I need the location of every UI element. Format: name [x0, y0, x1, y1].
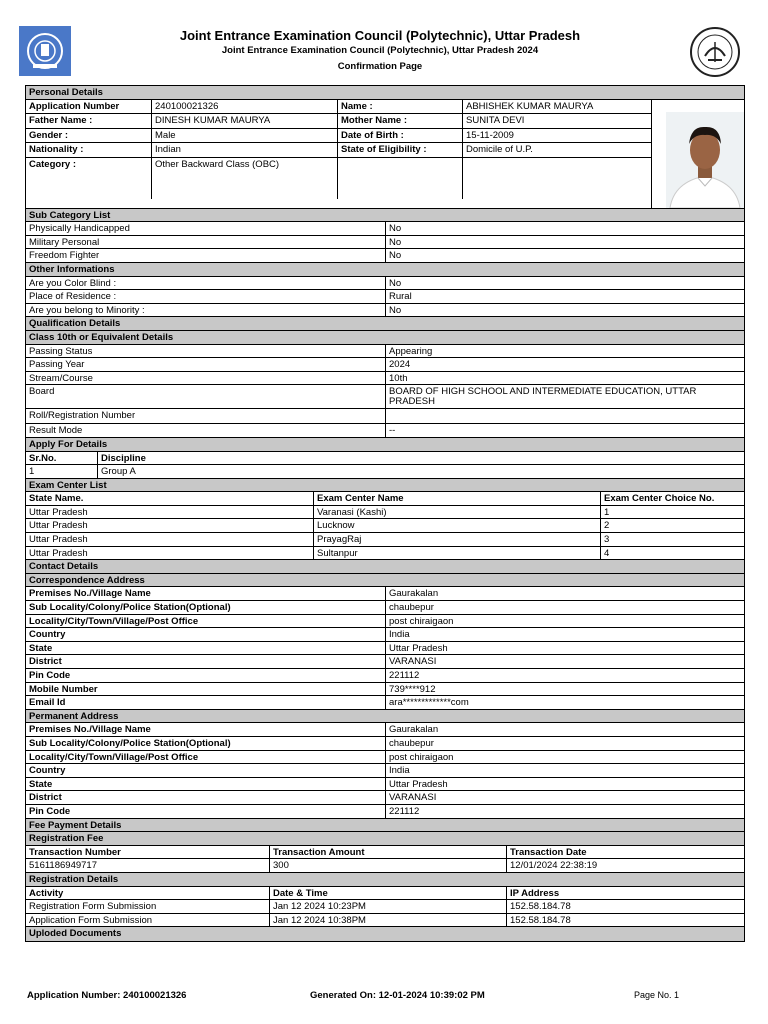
- corr-label: District: [29, 656, 62, 668]
- perm-label: Country: [29, 765, 66, 777]
- other-info-label: Are you belong to Minority :: [29, 304, 145, 316]
- corr-label: Premises No./Village Name: [29, 588, 151, 600]
- father-name-value: DINESH KUMAR MAURYA: [151, 114, 337, 128]
- other-info-label: Place of Residence :: [29, 291, 117, 303]
- transaction-date: 12/01/2024 22:38:19: [506, 859, 744, 872]
- activity-datetime: Jan 12 2024 10:38PM: [269, 914, 506, 927]
- section-correspondence-address: Correspondence Address: [26, 574, 744, 588]
- corr-label: Pin Code: [29, 670, 71, 681]
- dob-value: 15-11-2009: [462, 129, 651, 143]
- passing-status-value: Appearing: [385, 345, 744, 358]
- perm-label: Locality/City/Town/Village/Post Office: [29, 751, 199, 763]
- col-transaction-date: Transaction Date: [506, 846, 744, 859]
- candidate-photo: [666, 112, 744, 208]
- perm-value: post chiraigaon: [385, 751, 744, 764]
- footer-application-number: Application Number: 240100021326: [27, 990, 187, 1001]
- center-state: Uttar Pradesh: [29, 520, 88, 532]
- passing-status-label: Passing Status: [29, 345, 93, 357]
- corr-value: India: [385, 628, 744, 641]
- sub-category-value: No: [385, 236, 744, 249]
- section-personal-details: Personal Details: [26, 86, 744, 100]
- corr-value: 221112: [385, 669, 744, 682]
- section-registration-details: Registration Details: [26, 873, 744, 887]
- col-state-name: State Name.: [29, 493, 84, 505]
- application-number-value: 240100021326: [151, 100, 337, 114]
- result-mode-value: --: [385, 424, 744, 437]
- corr-label: Locality/City/Town/Village/Post Office: [29, 615, 199, 627]
- center-state: Uttar Pradesh: [29, 506, 88, 518]
- perm-value: 221112: [385, 805, 744, 818]
- perm-value: India: [385, 764, 744, 777]
- passing-year-label: Passing Year: [29, 359, 85, 371]
- corr-label: State: [29, 642, 53, 654]
- col-transaction-number: Transaction Number: [29, 846, 121, 858]
- confirmation-table: [25, 85, 745, 942]
- footer-page-number: Page No. 1: [634, 990, 680, 1000]
- corr-label: Email Id: [29, 697, 66, 709]
- table-row: [26, 900, 744, 914]
- other-info-value: Rural: [385, 290, 744, 303]
- center-name: Sultanpur: [313, 547, 600, 560]
- corr-value: post chiraigaon: [385, 615, 744, 628]
- section-class-10th: Class 10th or Equivalent Details: [26, 331, 744, 345]
- corr-label: Country: [29, 629, 66, 641]
- corr-value: Uttar Pradesh: [385, 642, 744, 655]
- sub-category-value: No: [385, 222, 744, 235]
- table-row: [26, 547, 744, 561]
- apply-discipline: Group A: [97, 465, 744, 478]
- center-choice: 3: [600, 533, 744, 546]
- perm-value: VARANASI: [385, 791, 744, 804]
- col-transaction-amount: Transaction Amount: [269, 846, 506, 859]
- board-label: Board: [29, 386, 55, 398]
- name-label: Name :: [337, 100, 462, 114]
- col-discipline: Discipline: [97, 452, 744, 465]
- col-ip-address: IP Address: [506, 887, 744, 900]
- activity-ip: 152.58.184.78: [506, 900, 744, 913]
- section-qualification-details: Qualification Details: [26, 317, 744, 331]
- personal-details-block: [26, 100, 744, 209]
- transaction-amount: 300: [269, 859, 506, 872]
- activity-ip: 152.58.184.78: [506, 914, 744, 927]
- section-apply-for: Apply For Details: [26, 438, 744, 452]
- perm-label: District: [29, 792, 62, 804]
- center-choice: 4: [600, 547, 744, 560]
- col-srno: Sr.No.: [29, 452, 57, 464]
- section-fee-payment: Fee Payment Details: [26, 819, 744, 833]
- center-name: PrayagRaj: [313, 533, 600, 546]
- corr-label: Mobile Number: [29, 683, 98, 695]
- perm-value: chaubepur: [385, 737, 744, 750]
- page-title: Confirmation Page: [337, 61, 423, 72]
- center-state: Uttar Pradesh: [29, 534, 88, 546]
- council-subtitle: Joint Entrance Examination Council (Polytechnic), Uttar Pradesh 2024: [221, 45, 539, 56]
- transaction-number: 5161186949717: [29, 860, 97, 872]
- category-label: Category :: [29, 158, 76, 170]
- stream-value: 10th: [385, 372, 744, 385]
- table-row: [26, 519, 744, 533]
- table-row: [26, 506, 744, 520]
- section-exam-center-list: Exam Center List: [26, 479, 744, 493]
- footer-generated-on: Generated On: 12-01-2024 10:39:02 PM: [310, 990, 485, 1001]
- col-center-choice: Exam Center Choice No.: [600, 492, 744, 505]
- corr-value: Gaurakalan: [385, 587, 744, 600]
- corr-label: Sub Locality/Colony/Police Station(Optional): [29, 602, 231, 614]
- other-info-value: No: [385, 304, 744, 317]
- perm-label: Sub Locality/Colony/Police Station(Optional): [29, 737, 231, 749]
- perm-label: State: [29, 778, 53, 790]
- other-info-label: Are you Color Blind :: [29, 277, 117, 289]
- section-registration-fee: Registration Fee: [26, 832, 744, 846]
- gender-label: Gender :: [29, 129, 69, 141]
- application-number-label: Application Number: [29, 100, 120, 112]
- council-title: Joint Entrance Examination Council (Polytechnic), Uttar Pradesh: [179, 28, 581, 43]
- center-choice: 1: [600, 506, 744, 519]
- apply-srno: 1: [29, 466, 35, 478]
- passing-year-value: 2024: [385, 358, 744, 371]
- corr-value: chaubepur: [385, 601, 744, 614]
- table-row: [26, 914, 744, 928]
- activity: Registration Form Submission: [29, 901, 157, 913]
- up-government-seal-icon: [688, 26, 742, 78]
- roll-number-label: Roll/Registration Number: [29, 410, 136, 422]
- perm-value: Uttar Pradesh: [385, 778, 744, 791]
- sub-category-label: Physically Handicapped: [29, 223, 130, 235]
- state-eligibility-value: Domicile of U.P.: [462, 143, 651, 157]
- sub-category-label: Freedom Fighter: [29, 250, 100, 262]
- perm-label: Pin Code: [29, 805, 71, 817]
- center-name: Lucknow: [313, 519, 600, 532]
- center-name: Varanasi (Kashi): [313, 506, 600, 519]
- corr-value: VARANASI: [385, 655, 744, 668]
- section-uploaded-documents: Uploded Documents: [26, 927, 744, 941]
- center-state: Uttar Pradesh: [29, 547, 88, 559]
- corr-value: ara*************com: [385, 696, 744, 709]
- section-other-informations: Other Informations: [26, 263, 744, 277]
- nationality-value: Indian: [151, 143, 337, 157]
- activity: Application Form Submission: [29, 914, 153, 926]
- dob-label: Date of Birth :: [337, 129, 462, 143]
- page-header: [0, 0, 768, 84]
- perm-value: Gaurakalan: [385, 723, 744, 736]
- perm-label: Premises No./Village Name: [29, 724, 151, 736]
- other-info-value: No: [385, 277, 744, 290]
- category-value: Other Backward Class (OBC): [151, 158, 337, 199]
- stream-label: Stream/Course: [29, 372, 93, 384]
- col-activity: Activity: [29, 887, 64, 899]
- nationality-label: Nationality :: [29, 144, 84, 156]
- mother-name-label: Mother Name :: [337, 114, 462, 128]
- board-value: BOARD OF HIGH SCHOOL AND INTERMEDIATE EDUCATION, UTTAR PRADESH: [385, 385, 744, 408]
- section-contact-details: Contact Details: [26, 560, 744, 574]
- section-sub-category: Sub Category List: [26, 209, 744, 223]
- sub-category-value: No: [385, 249, 744, 262]
- activity-datetime: Jan 12 2024 10:23PM: [269, 900, 506, 913]
- father-name-label: Father Name :: [29, 115, 93, 127]
- mother-name-value: SUNITA DEVI: [462, 114, 651, 128]
- table-row: [26, 533, 744, 547]
- name-value: ABHISHEK KUMAR MAURYA: [462, 100, 651, 114]
- col-date-time: Date & Time: [269, 887, 506, 900]
- section-permanent-address: Permanent Address: [26, 710, 744, 724]
- sub-category-label: Military Personal: [29, 236, 100, 248]
- center-choice: 2: [600, 519, 744, 532]
- col-exam-center-name: Exam Center Name: [313, 492, 600, 505]
- roll-number-value: [385, 409, 744, 423]
- result-mode-label: Result Mode: [29, 425, 83, 437]
- state-eligibility-label: State of Eligibility :: [337, 143, 462, 157]
- gender-value: Male: [151, 129, 337, 143]
- corr-value: 739****912: [385, 683, 744, 696]
